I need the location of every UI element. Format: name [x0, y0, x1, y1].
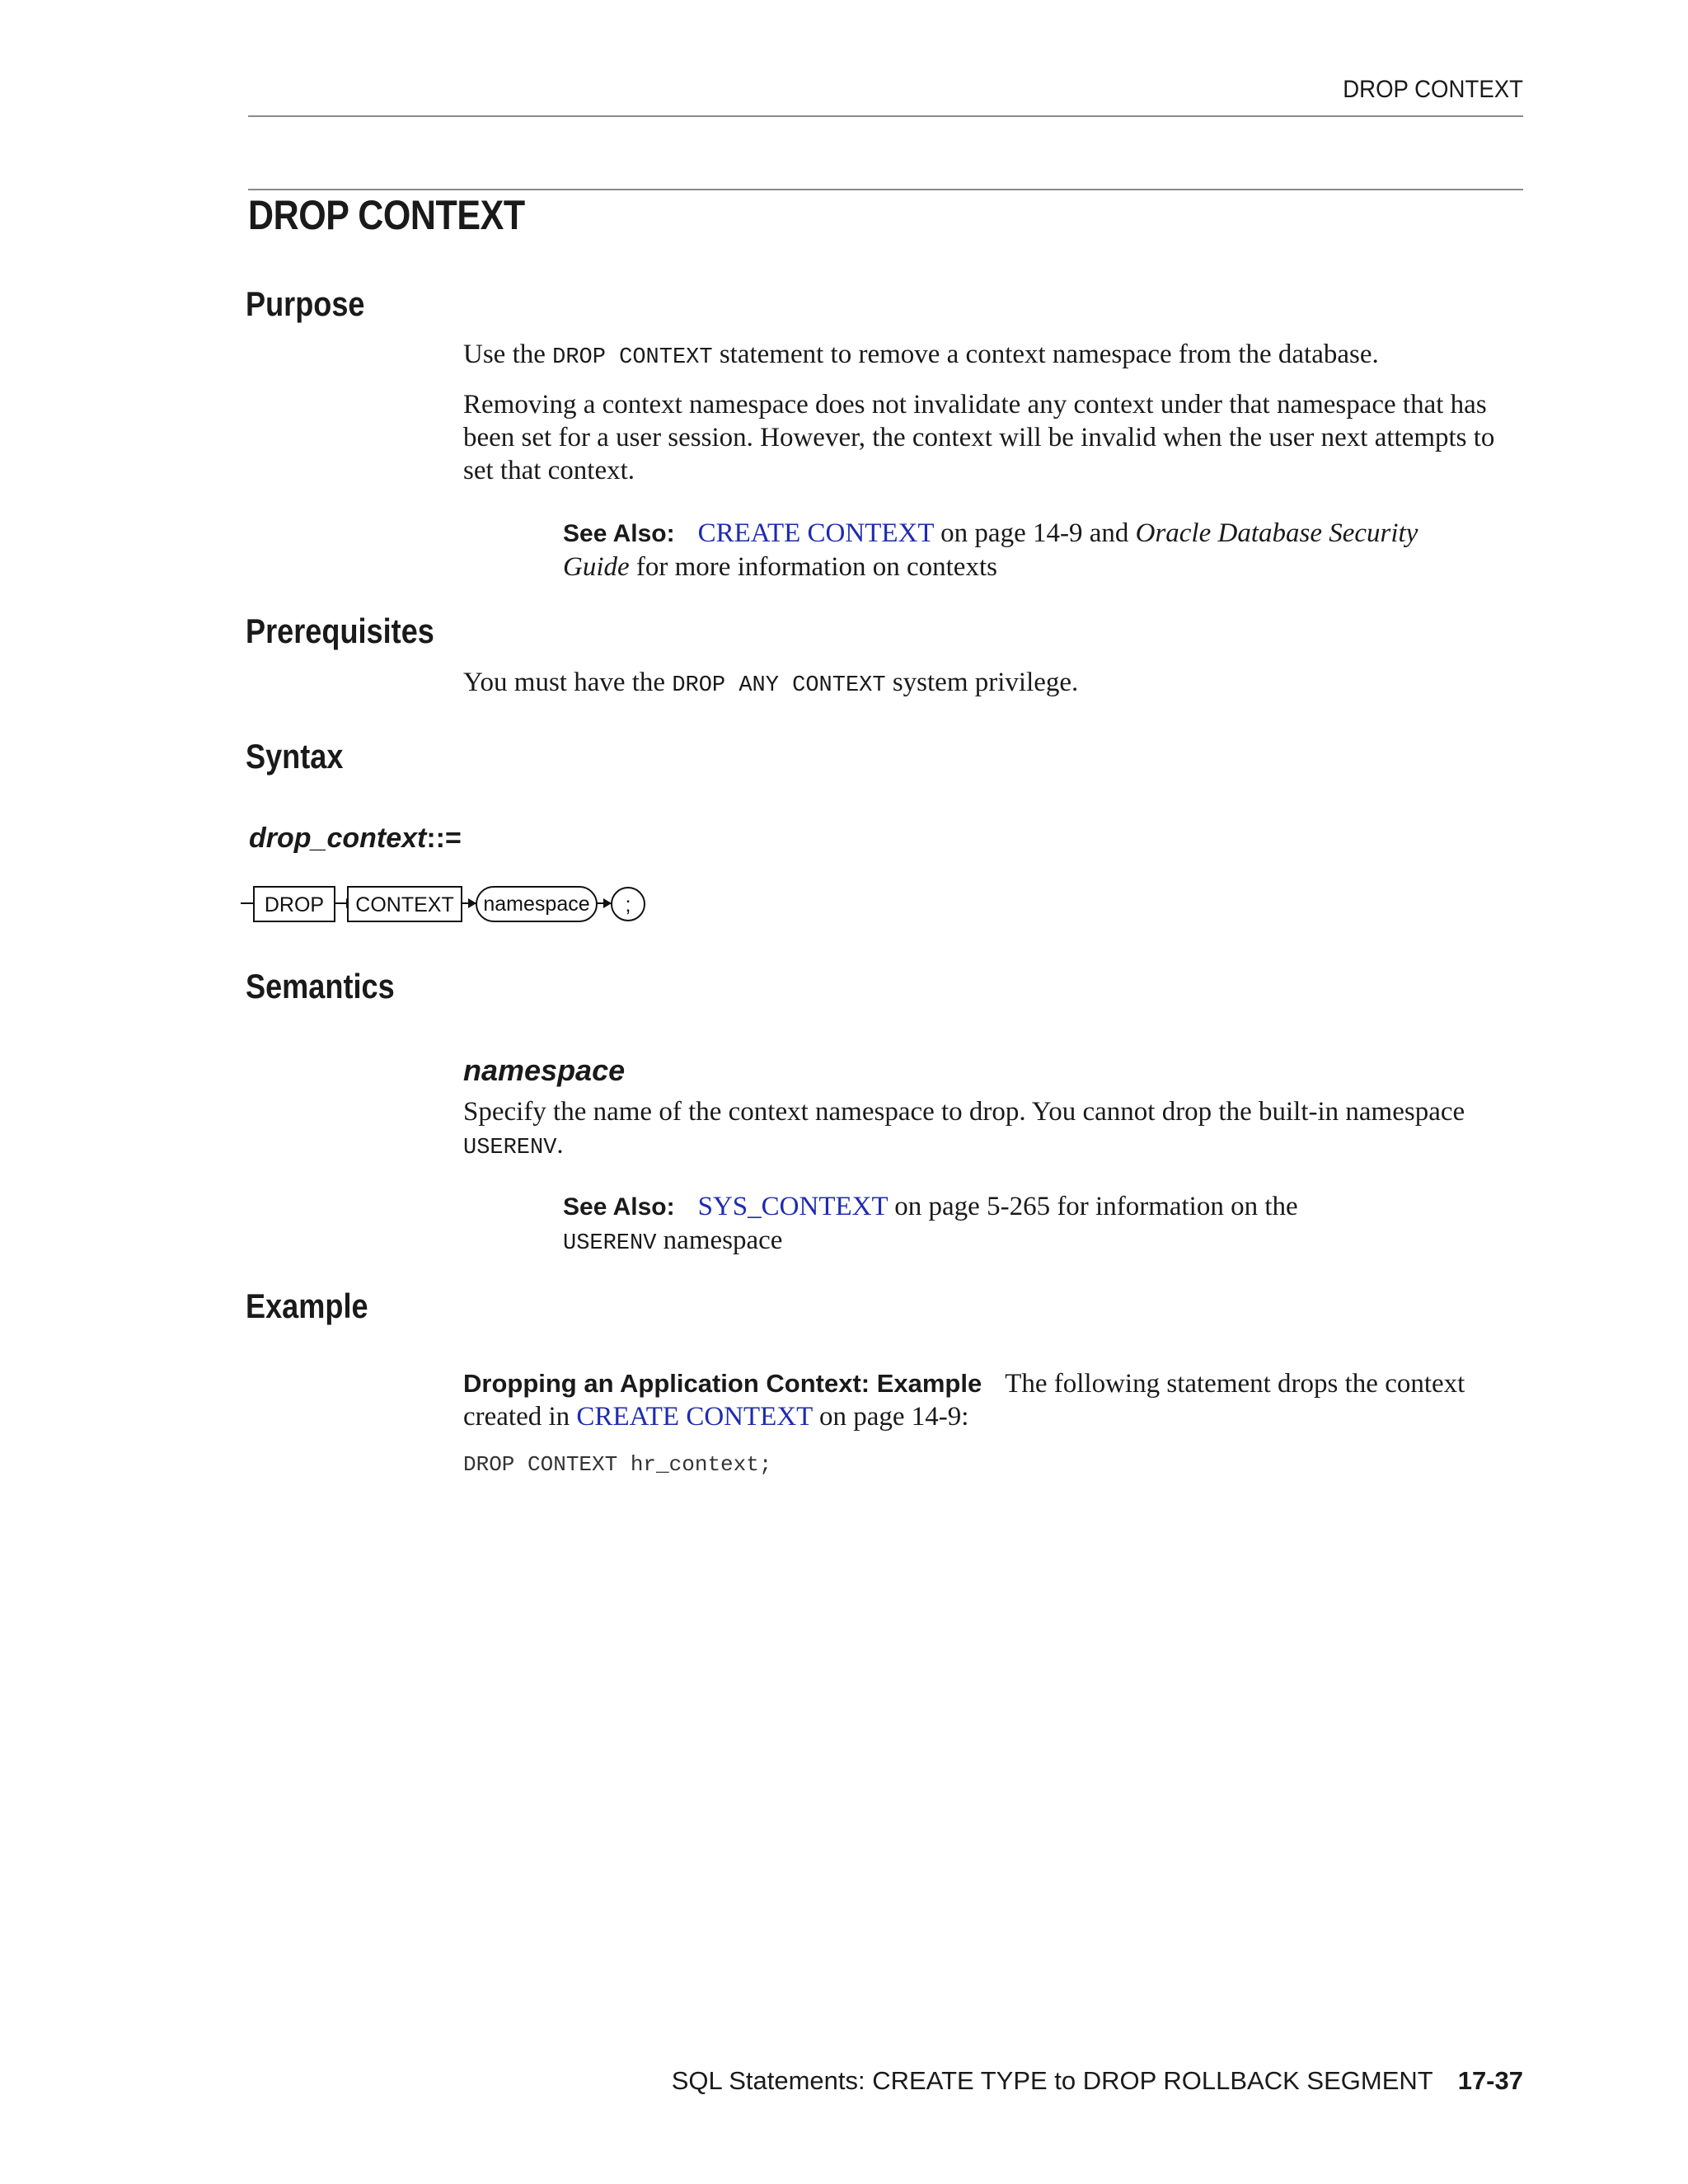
- namespace-subheading: namespace: [463, 1053, 626, 1087]
- running-header: DROP CONTEXT: [1343, 76, 1523, 103]
- page-title: DROP CONTEXT: [248, 192, 525, 238]
- example-heading: Example: [246, 1286, 368, 1325]
- inline-code: USERENV: [463, 1136, 557, 1160]
- prerequisites-paragraph: You must have the DROP ANY CONTEXT system privilege.: [463, 668, 1079, 698]
- inline-code: DROP CONTEXT: [552, 345, 713, 370]
- create-context-link[interactable]: CREATE CONTEXT: [576, 1402, 813, 1432]
- see-also-note: See Also: CREATE CONTEXT on page 14-9 and Oracle Database Security Guide for more information on contexts: [563, 518, 1418, 582]
- purpose-heading: Purpose: [246, 284, 365, 323]
- connector-arrow: [597, 898, 612, 908]
- example-paragraph: Dropping an Application Context: Example The following statement drops the context created in CREATE CONTEXT on page 14-9:: [463, 1369, 1465, 1432]
- prerequisites-heading: Prerequisites: [246, 612, 434, 650]
- footer-chapter: SQL Statements: CREATE TYPE to DROP ROLLBACK SEGMENT: [671, 2066, 1433, 2095]
- see-also-label: See Also:: [563, 1193, 675, 1221]
- see-also-label: See Also:: [563, 520, 675, 547]
- syntax-rule-name: drop_context::=: [249, 823, 462, 854]
- code-example: DROP CONTEXT hr_context;: [463, 1452, 772, 1477]
- page-footer: [672, 2066, 1523, 2096]
- keyword-drop: DROP: [264, 893, 325, 916]
- syntax-heading: Syntax: [246, 737, 344, 776]
- book-title: Oracle Database Security Guide: [563, 518, 1418, 582]
- inline-code: USERENV: [563, 1231, 657, 1256]
- semantics-paragraph: Specify the name of the context namespace to drop. You cannot drop the built-in namespace USERENV.: [463, 1097, 1465, 1160]
- purpose-paragraph-2: Removing a context namespace does not invalidate any context under that namespace that has been set for a user session. However, the context will be invalid when the user next attempts to set that context.: [463, 390, 1495, 485]
- connector-arrow: [462, 898, 476, 908]
- sys-context-link[interactable]: SYS_CONTEXT: [697, 1192, 889, 1221]
- inline-code: DROP ANY CONTEXT: [672, 673, 886, 698]
- example-lead-in: Dropping an Application Context: Example: [463, 1369, 982, 1398]
- purpose-paragraph-1: Use the DROP CONTEXT statement to remove a context namespace from the database.: [463, 340, 1379, 370]
- parameter-namespace: namespace: [483, 893, 590, 916]
- railroad-diagram: [241, 879, 669, 931]
- keyword-context: CONTEXT: [355, 893, 454, 916]
- see-also-note: See Also: SYS_CONTEXT on page 5-265 for information on the USERENV namespace: [563, 1192, 1298, 1256]
- title-rule: [248, 189, 1523, 190]
- header-rule: [248, 115, 1523, 117]
- terminator-semicolon: ;: [625, 893, 631, 916]
- page-number: 17-37: [1457, 2066, 1523, 2095]
- create-context-link[interactable]: CREATE CONTEXT: [697, 518, 934, 548]
- semantics-heading: Semantics: [246, 967, 395, 1005]
